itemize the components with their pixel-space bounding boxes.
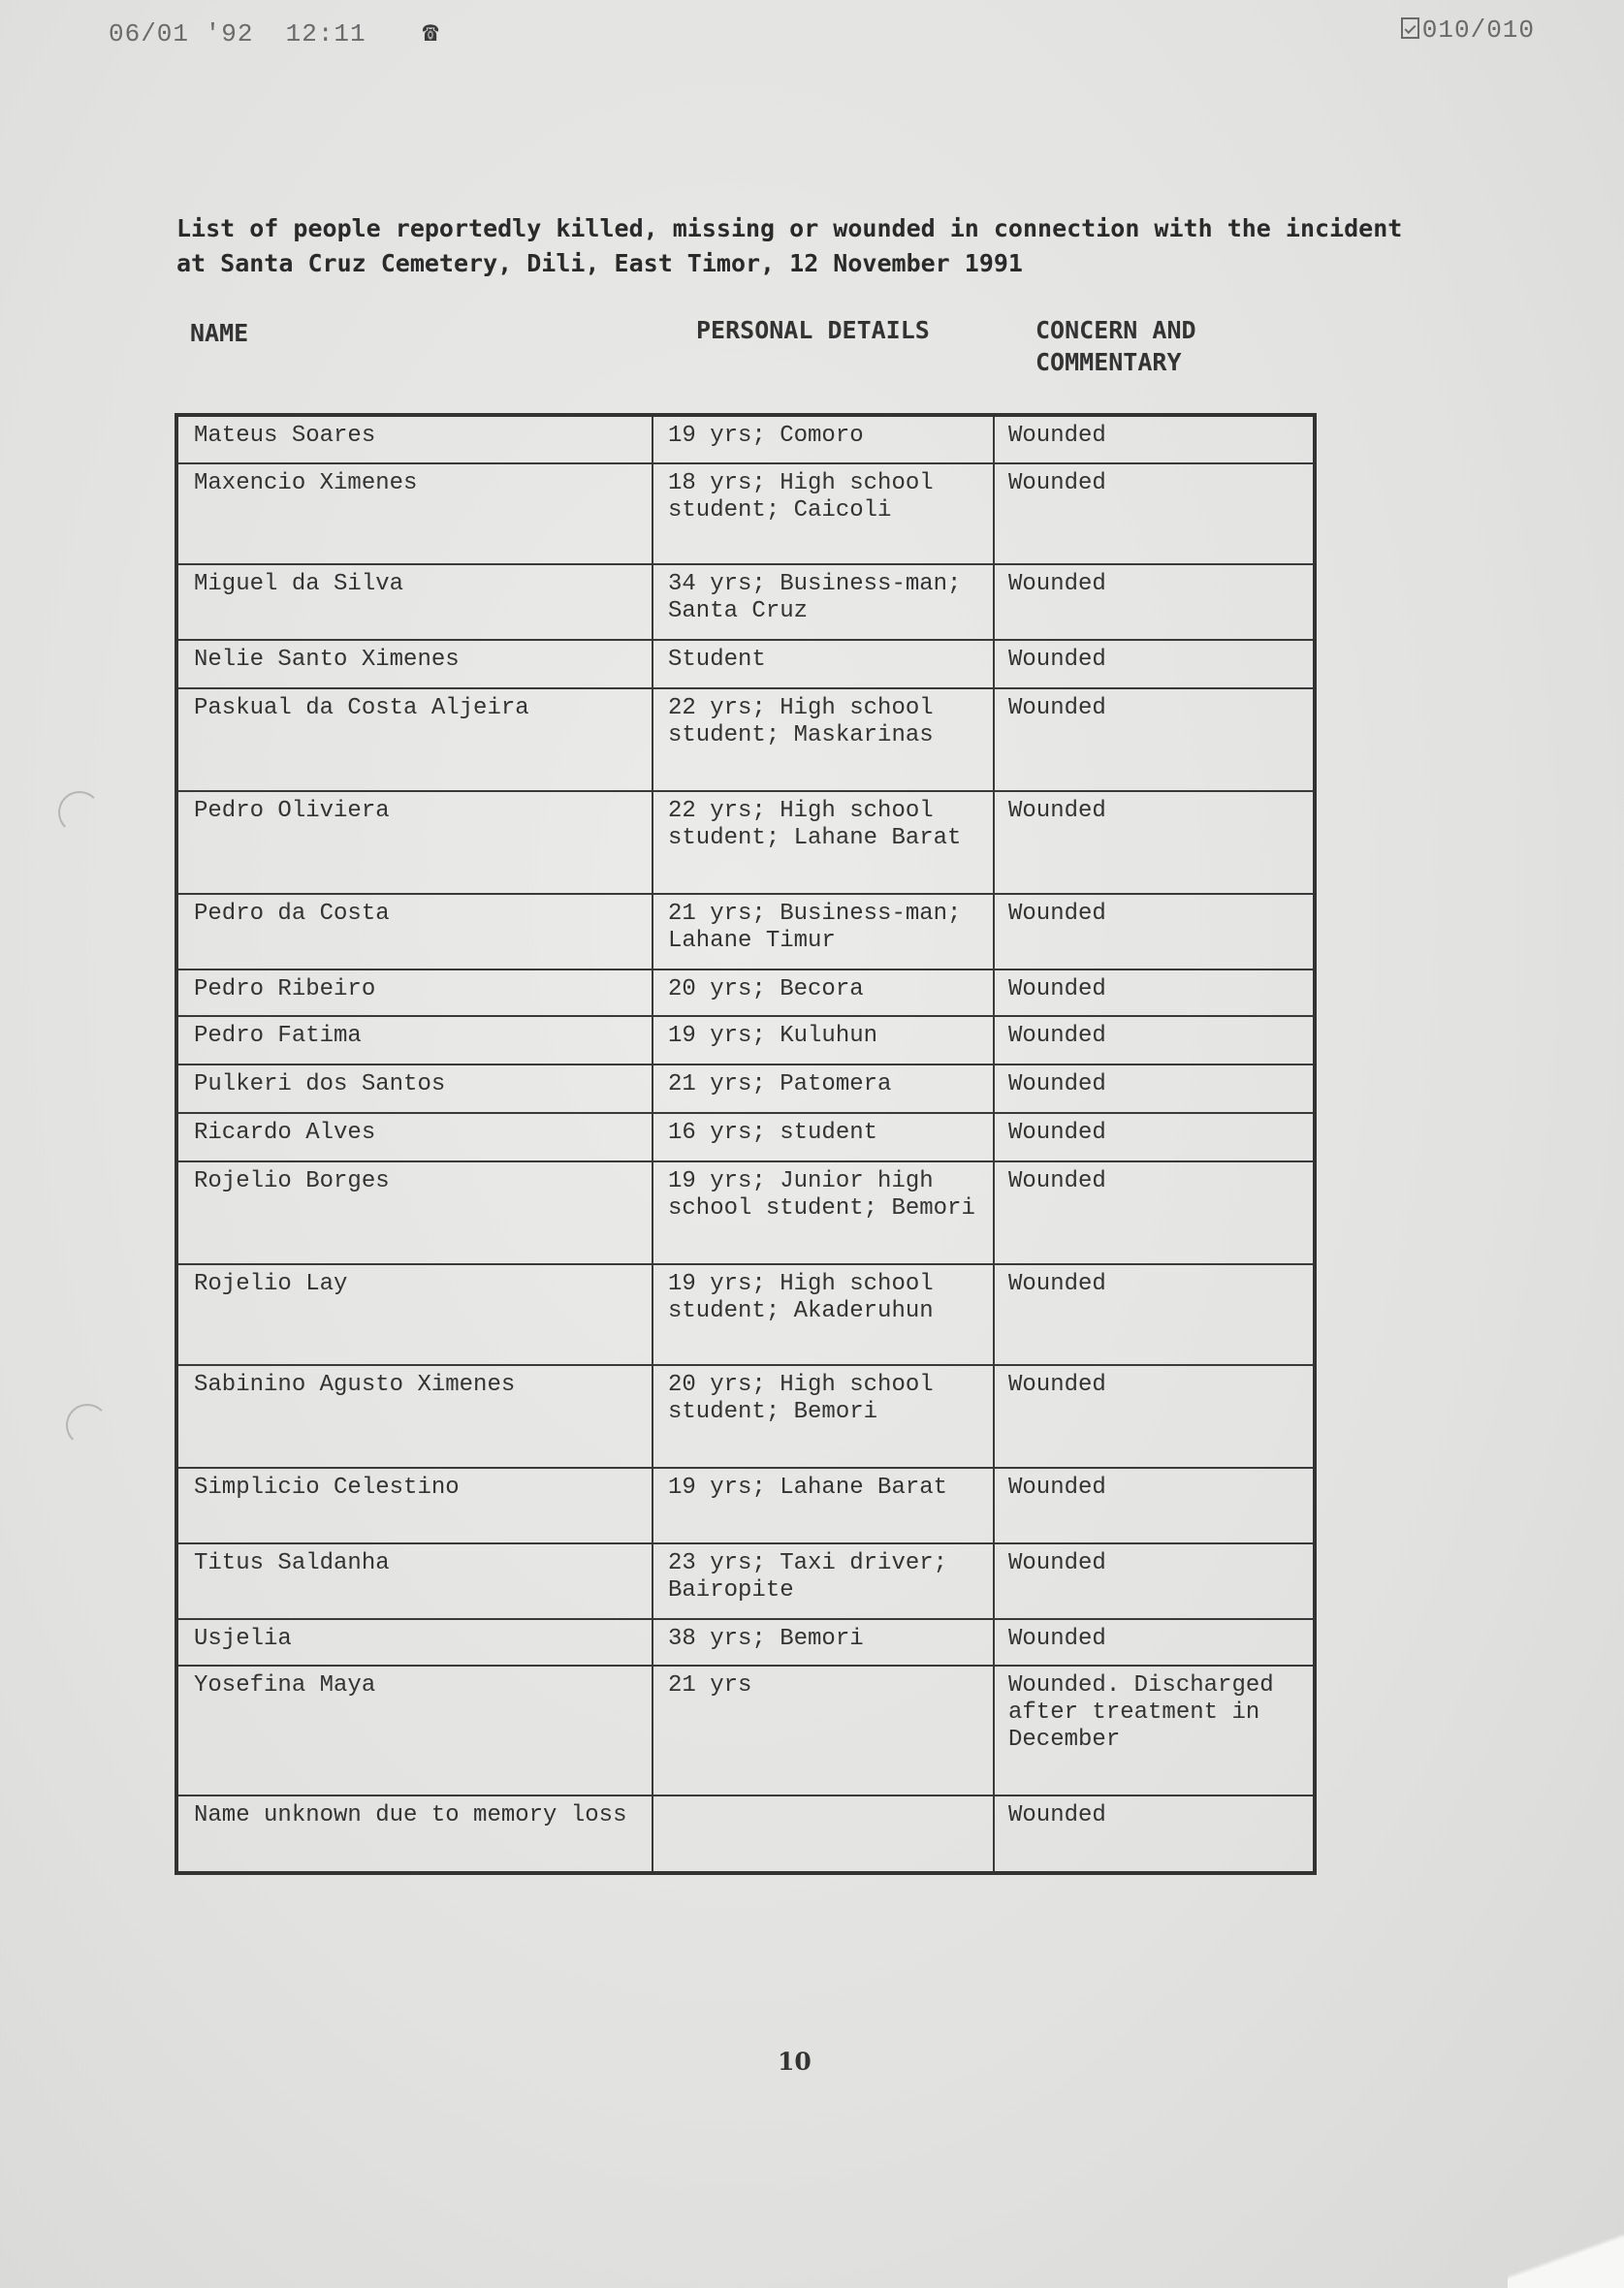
concern-cell: Wounded	[994, 1365, 1315, 1468]
details-cell: 22 yrs; High school student; Lahane Barat	[653, 791, 994, 894]
table-row	[176, 463, 1315, 564]
details-cell: 19 yrs; Lahane Barat	[653, 1468, 994, 1543]
table-row	[176, 688, 1315, 791]
table-row	[176, 1161, 1315, 1264]
name-cell: Simplicio Celestino	[176, 1468, 653, 1543]
concern-cell: Wounded	[994, 1795, 1315, 1873]
details-cell: Student	[653, 640, 994, 688]
details-cell: 21 yrs; Business-man; Lahane Timur	[653, 894, 994, 969]
fax-header-right	[1401, 16, 1535, 45]
table-row	[176, 969, 1315, 1016]
name-cell: Pedro Ribeiro	[176, 969, 653, 1016]
punch-hole-mark	[66, 1404, 109, 1446]
table-row	[176, 1543, 1315, 1619]
concern-cell: Wounded	[994, 1065, 1315, 1113]
table-row	[176, 1264, 1315, 1365]
table-row	[176, 1113, 1315, 1161]
name-cell: Titus Saldanha	[176, 1543, 653, 1619]
table-row	[176, 1016, 1315, 1065]
table-row	[176, 564, 1315, 640]
concern-cell: Wounded	[994, 894, 1315, 969]
table-row	[176, 1468, 1315, 1543]
concern-cell: Wounded	[994, 1016, 1315, 1065]
concern-cell: Wounded	[994, 1264, 1315, 1365]
concern-cell: Wounded	[994, 791, 1315, 894]
name-cell: Usjelia	[176, 1619, 653, 1666]
details-cell: 19 yrs; Comoro	[653, 415, 994, 463]
table-row	[176, 1065, 1315, 1113]
details-cell: 19 yrs; Kuluhun	[653, 1016, 994, 1065]
column-header-name: NAME	[190, 319, 249, 347]
casualty-table	[175, 413, 1317, 1875]
name-cell: Pedro da Costa	[176, 894, 653, 969]
details-cell: 34 yrs; Business-man; Santa Cruz	[653, 564, 994, 640]
name-cell: Nelie Santo Ximenes	[176, 640, 653, 688]
torn-corner	[1508, 2230, 1624, 2288]
details-cell: 21 yrs	[653, 1666, 994, 1795]
name-cell: Pulkeri dos Santos	[176, 1065, 653, 1113]
details-cell: 23 yrs; Taxi driver; Bairopite	[653, 1543, 994, 1619]
concern-cell: Wounded	[994, 1543, 1315, 1619]
fax-datetime: 06/01 '92 12:11	[109, 19, 366, 48]
name-cell: Sabinino Agusto Ximenes	[176, 1365, 653, 1468]
table-row	[176, 1619, 1315, 1666]
details-cell: 20 yrs; High school student; Bemori	[653, 1365, 994, 1468]
telephone-icon: ☎	[422, 19, 440, 49]
table-row	[176, 415, 1315, 463]
details-cell: 38 yrs; Bemori	[653, 1619, 994, 1666]
concern-cell: Wounded	[994, 688, 1315, 791]
name-cell: Ricardo Alves	[176, 1113, 653, 1161]
concern-cell: Wounded	[994, 463, 1315, 564]
column-header-concern: CONCERN AND COMMENTARY	[1035, 316, 1196, 376]
document-title: List of people reportedly killed, missing or wounded in connection with the incident at Santa Cruz Cemetery, Dili, East Timor, 12 November 1991	[176, 214, 1403, 277]
column-header-personal-details: PERSONAL DETAILS	[696, 316, 930, 344]
concern-cell: Wounded	[994, 969, 1315, 1016]
details-cell: 18 yrs; High school student; Caicoli	[653, 463, 994, 564]
fax-page-counter: 010/010	[1421, 16, 1535, 45]
punch-hole-mark	[58, 791, 101, 834]
concern-cell: Wounded	[994, 564, 1315, 640]
table-row	[176, 640, 1315, 688]
details-cell: 19 yrs; High school student; Akaderuhun	[653, 1264, 994, 1365]
name-cell: Pedro Fatima	[176, 1016, 653, 1065]
details-cell: 22 yrs; High school student; Maskarinas	[653, 688, 994, 791]
name-cell: Name unknown due to memory loss	[176, 1795, 653, 1873]
concern-cell: Wounded	[994, 1619, 1315, 1666]
name-cell: Miguel da Silva	[176, 564, 653, 640]
details-cell	[653, 1795, 994, 1873]
checkbox-icon	[1401, 17, 1419, 39]
name-cell: Rojelio Borges	[176, 1161, 653, 1264]
concern-cell: Wounded	[994, 1468, 1315, 1543]
fax-header-left	[109, 16, 440, 49]
details-cell: 19 yrs; Junior high school student; Bemori	[653, 1161, 994, 1264]
table-row	[176, 894, 1315, 969]
details-cell: 21 yrs; Patomera	[653, 1065, 994, 1113]
name-cell: Pedro Oliviera	[176, 791, 653, 894]
concern-cell: Wounded	[994, 640, 1315, 688]
name-cell: Yosefina Maya	[176, 1666, 653, 1795]
details-cell: 16 yrs; student	[653, 1113, 994, 1161]
name-cell: Mateus Soares	[176, 415, 653, 463]
concern-cell: Wounded	[994, 415, 1315, 463]
table-row	[176, 791, 1315, 894]
name-cell: Paskual da Costa Aljeira	[176, 688, 653, 791]
name-cell: Maxencio Ximenes	[176, 463, 653, 564]
concern-cell: Wounded	[994, 1161, 1315, 1264]
details-cell: 20 yrs; Becora	[653, 969, 994, 1016]
table-row	[176, 1666, 1315, 1795]
table-row	[176, 1365, 1315, 1468]
concern-cell: Wounded	[994, 1113, 1315, 1161]
table-row	[176, 1795, 1315, 1873]
name-cell: Rojelio Lay	[176, 1264, 653, 1365]
concern-cell: Wounded. Discharged after treatment in December	[994, 1666, 1315, 1795]
page-number: 10	[778, 2048, 812, 2076]
